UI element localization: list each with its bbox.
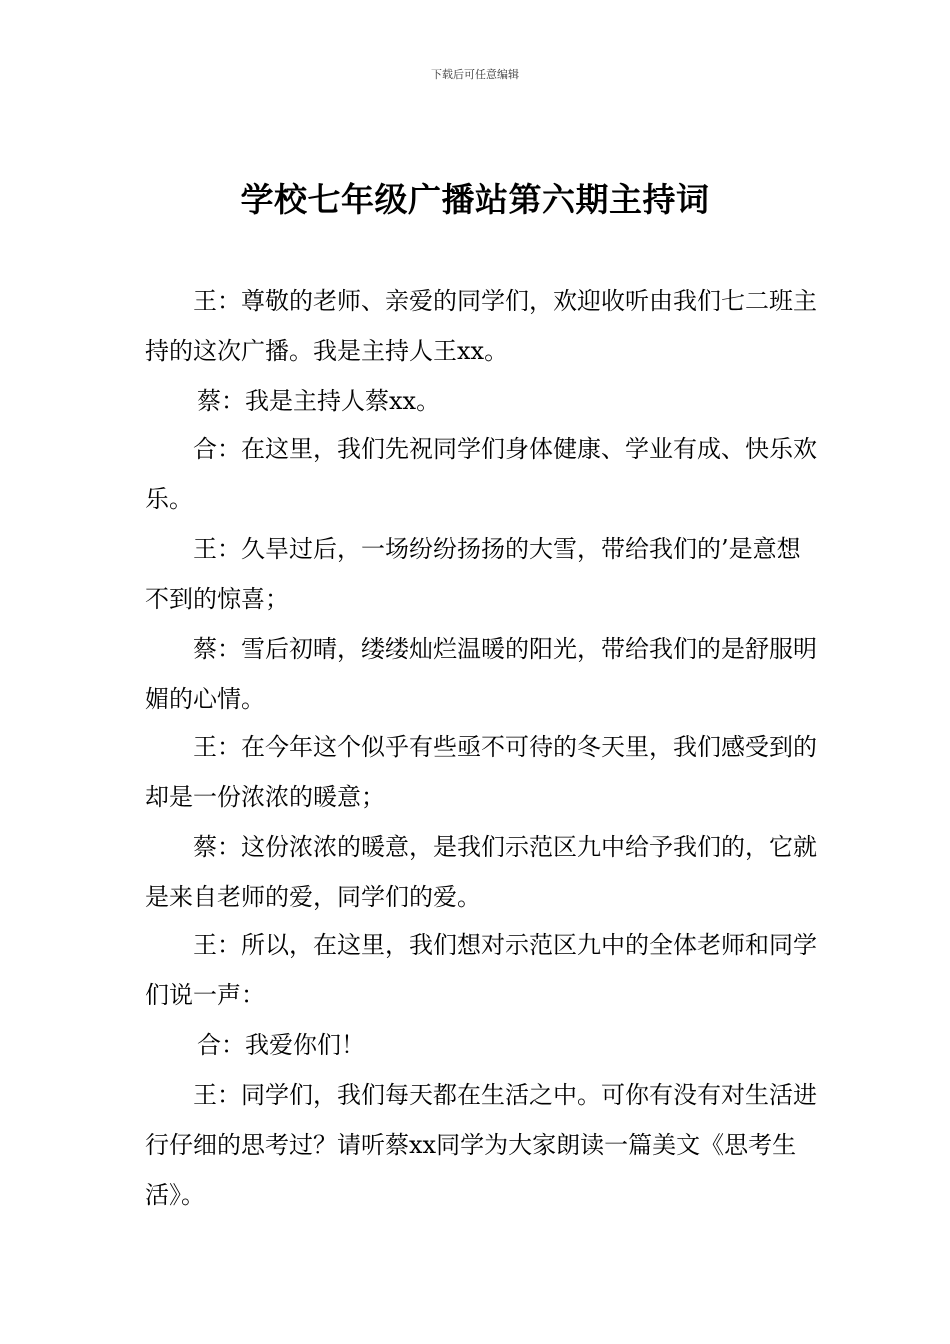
paragraph-3: 合：在这里，我们先祝同学们身体健康、学业有成、快乐欢乐。 xyxy=(145,435,817,513)
document-title: 学校七年级广播站第六期主持词 xyxy=(240,180,710,219)
paragraph-9: 合：我爱你们！ xyxy=(197,1031,365,1059)
paragraph-4: 王：久旱过后，一场纷纷扬扬的大雪，带给我们的’是意想不到的惊喜； xyxy=(145,535,801,613)
paragraph-1: 王：尊敬的老师、亲爱的同学们，欢迎收听由我们七二班主持的这次广播。我是主持人王xx。 xyxy=(145,287,817,365)
paragraph-7: 蔡：这份浓浓的暖意，是我们示范区九中给予我们的，它就是来自老师的爱，同学们的爱。 xyxy=(145,833,817,911)
paragraph-8: 王：所以，在这里，我们想对示范区九中的全体老师和同学们说一声： xyxy=(145,931,817,1009)
paragraph-10: 王：同学们，我们每天都在生活之中。可你有没有对生活进行仔细的思考过？请听蔡xx同学为大家朗读一篇美文《思考生活》。 xyxy=(145,1081,817,1209)
page-header-note: 下载后可任意编辑 xyxy=(431,68,519,81)
paragraph-2: 蔡：我是主持人蔡xx。 xyxy=(197,387,441,415)
paragraph-5: 蔡：雪后初晴，缕缕灿烂温暖的阳光，带给我们的是舒服明媚的心情。 xyxy=(145,635,817,713)
paragraph-6: 王：在今年这个似乎有些亟不可待的冬天里，我们感受到的却是一份浓浓的暖意； xyxy=(145,733,817,811)
